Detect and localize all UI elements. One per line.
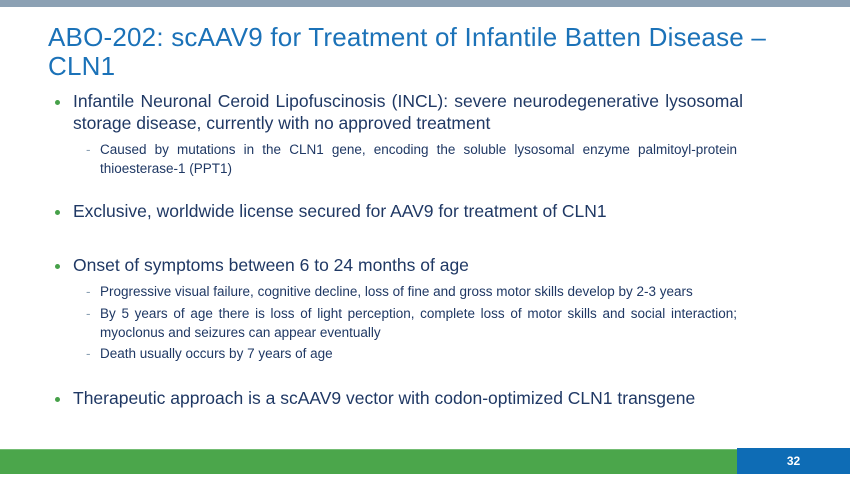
footer-accent-bar: [0, 449, 850, 474]
dash-bullet-icon: -: [86, 346, 91, 361]
page-number: 32: [786, 454, 801, 468]
sub-bullet-text: Caused by mutations in the CLN1 gene, encoding the soluble lysosomal enzyme palmitoyl-protein thioesterase-1 (PPT1): [100, 142, 737, 176]
bullet-dot-icon: [55, 210, 60, 215]
dash-bullet-icon: -: [86, 284, 91, 299]
bullet-item: [55, 255, 743, 277]
page-number-badge: [737, 448, 850, 474]
bullet-dot-icon: [55, 100, 60, 105]
bullet-text: Exclusive, worldwide license secured for AAV9 for treatment of CLN1: [73, 201, 607, 221]
dash-bullet-icon: -: [86, 306, 91, 321]
sub-bullet-text: Death usually occurs by 7 years of age: [100, 346, 333, 361]
bullet-item: [55, 201, 743, 223]
slide-title: ABO-202: scAAV9 for Treatment of Infantile Batten Disease – CLN1: [48, 22, 767, 81]
bullet-dot-icon: [55, 397, 60, 402]
bullet-dot-icon: [55, 264, 60, 269]
sub-bullet-item: [86, 304, 743, 342]
bullet-text: Onset of symptoms between 6 to 24 months of age: [73, 254, 469, 275]
sub-bullet-text: Progressive visual failure, cognitive decline, loss of fine and gross motor skills develop by 2-3 years: [100, 284, 693, 299]
sub-bullet-item: [86, 140, 743, 178]
sub-bullet-item: [86, 344, 743, 363]
slide-body: [55, 84, 743, 410]
bullet-text: Therapeutic approach is a scAAV9 vector with codon-optimized CLN1 transgene: [73, 388, 696, 408]
top-accent-bar: [0, 0, 850, 7]
sub-bullet-item: [86, 282, 743, 301]
bullet-item: [55, 388, 743, 410]
bullet-text: Infantile Neuronal Ceroid Lipofuscinosis (INCL): severe neurodegenerative lysosomal storage disease, currently with no approved treatment: [73, 91, 743, 133]
dash-bullet-icon: -: [86, 142, 91, 157]
bullet-item: [55, 91, 743, 134]
sub-bullet-text: By 5 years of age there is loss of light perception, complete loss of motor skills and social interaction; myoclonus and seizures can appear eventually: [100, 306, 737, 340]
